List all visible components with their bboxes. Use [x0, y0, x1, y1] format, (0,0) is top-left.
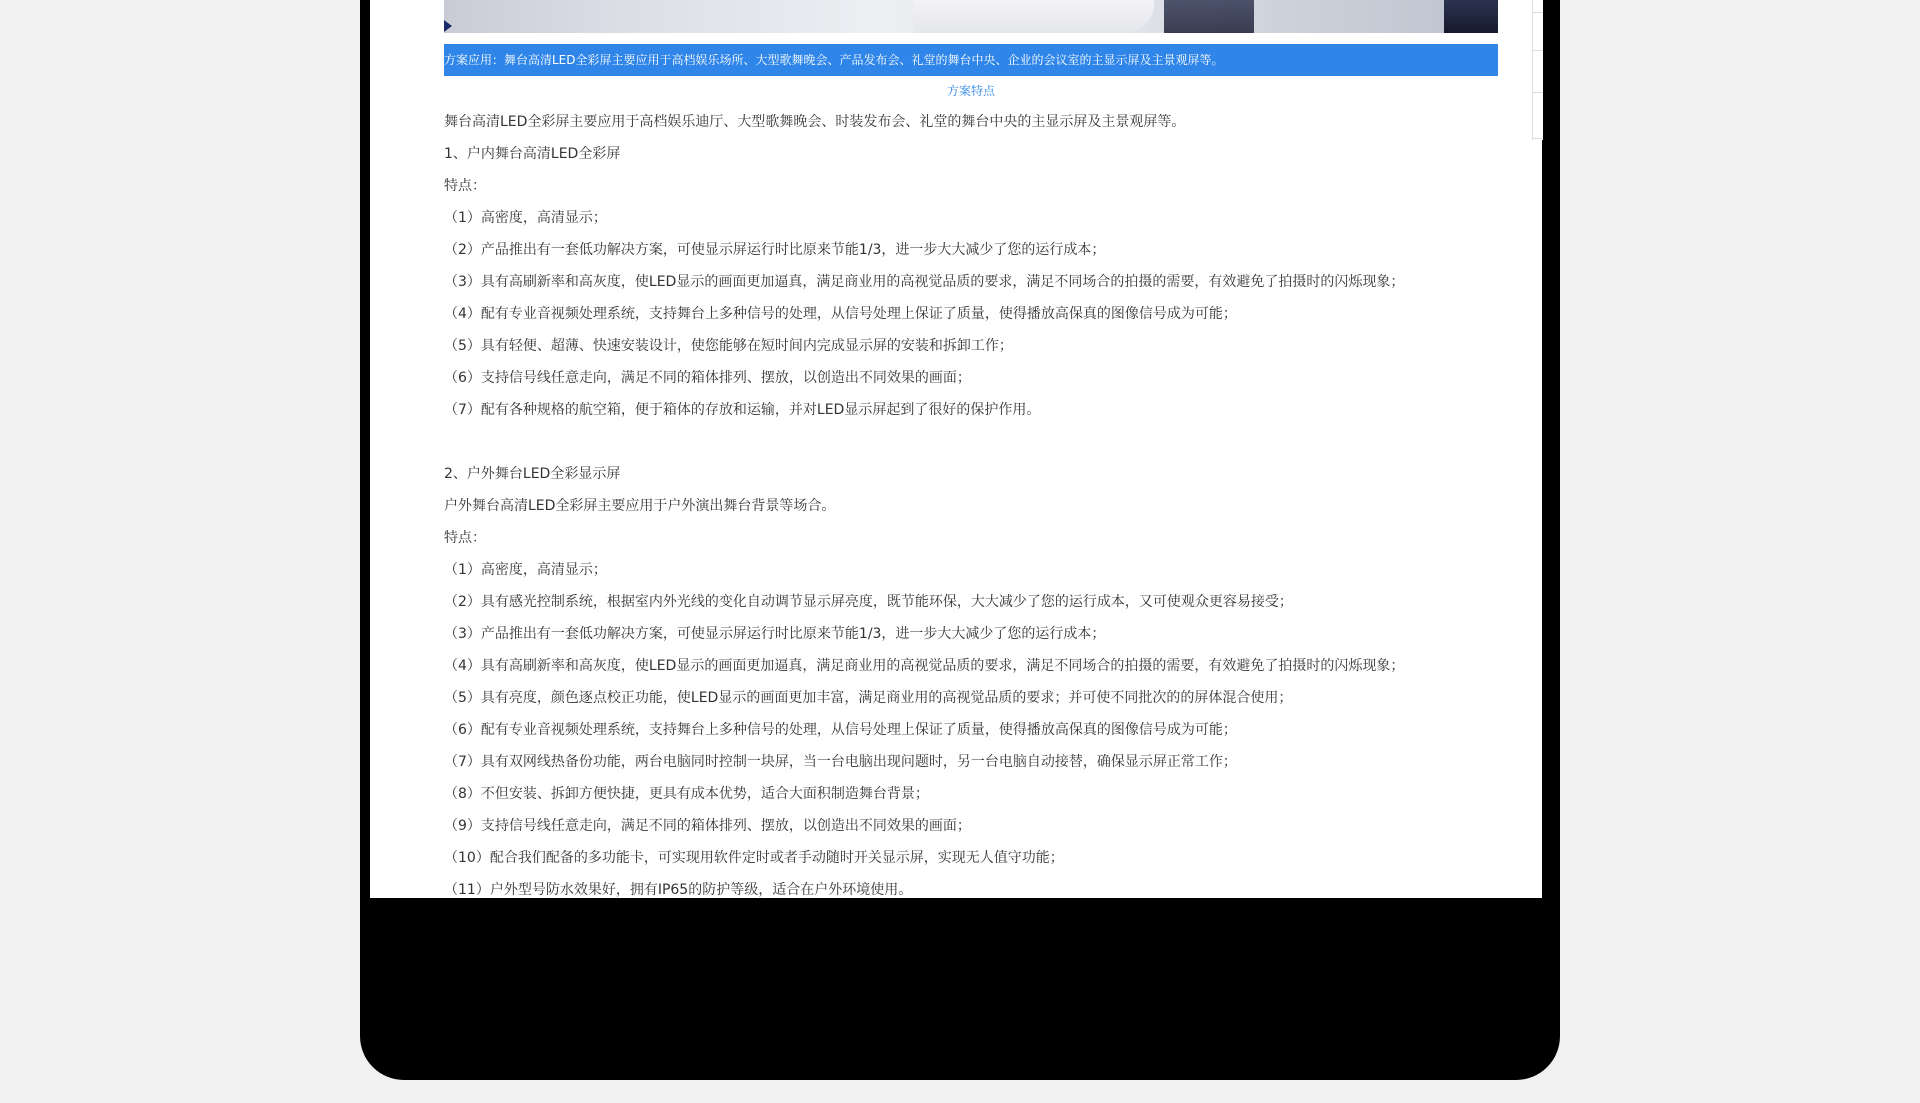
article-content [444, 0, 1498, 898]
side-toolbar-divider [1533, 12, 1543, 13]
outdoor-features-label: 特点： [444, 530, 486, 546]
hero-image [444, 0, 1498, 33]
outdoor-feature-item: （6）配有专业音视频处理系统，支持舞台上多种信号的处理，从信号处理上保证了质量，使得播放高保真的图像信号成为可能； [444, 722, 1237, 738]
indoor-feature-item: （7）配有各种规格的航空箱，便于箱体的存放和运输，并对LED显示屏起到了很好的保护作用。 [444, 402, 1041, 418]
screen [370, 0, 1542, 898]
hero-image-figure [1164, 0, 1254, 33]
outdoor-feature-item: （3）产品推出有一套低功解决方案，可使显示屏运行时比原来节能1/3，进一步大大减少了您的运行成本； [444, 626, 1106, 642]
outdoor-feature-item: （9）支持信号线任意走向，满足不同的箱体排列、摆放，以创造出不同效果的画面； [444, 818, 971, 834]
outdoor-feature-item: （5）具有亮度，颜色逐点校正功能，使LED显示的画面更加丰富，满足商业用的高视觉品质的要求；并可使不同批次的的屏体混合使用； [444, 690, 1293, 706]
indoor-feature-item: （5）具有轻便、超薄、快速安装设计，使您能够在短时间内完成显示屏的安装和拆卸工作； [444, 338, 1013, 354]
side-toolbar [1532, 0, 1543, 140]
application-banner: 方案应用：舞台高清LED全彩屏主要应用于高档娱乐场所、大型歌舞晚会、产品发布会、礼堂的舞台中央、企业的会议室的主显示屏及主景观屏等。 [444, 44, 1498, 76]
indoor-feature-item: （6）支持信号线任意走向，满足不同的箱体排列、摆放，以创造出不同效果的画面； [444, 370, 971, 386]
section-title: 方案特点 [946, 84, 995, 98]
indoor-feature-item: （2）产品推出有一套低功解决方案，可使显示屏运行时比原来节能1/3，进一步大大减少了您的运行成本； [444, 242, 1106, 258]
indoor-feature-item: （3）具有高刷新率和高灰度，使LED显示的画面更加逼真，满足商业用的高视觉品质的要求，满足不同场合的拍摄的需要，有效避免了拍摄时的闪烁现象； [444, 274, 1405, 290]
indoor-feature-item: （4）配有专业音视频处理系统，支持舞台上多种信号的处理，从信号处理上保证了质量，使得播放高保真的图像信号成为可能； [444, 306, 1237, 322]
outdoor-description: 户外舞台高清LED全彩屏主要应用于户外演出舞台背景等场合。 [444, 498, 836, 514]
side-toolbar-divider [1533, 50, 1543, 51]
outdoor-feature-item: （10）配合我们配备的多功能卡，可实现用软件定时或者手动随时开关显示屏，实现无人值守功能； [444, 850, 1064, 866]
play-icon[interactable] [444, 20, 452, 32]
intro-paragraph: 舞台高清LED全彩屏主要应用于高档娱乐迪厅、大型歌舞晚会、时装发布会、礼堂的舞台中央的主显示屏及主景观屏等。 [444, 114, 1186, 130]
hero-image-edge [1444, 0, 1498, 33]
hero-image-stage-light [914, 0, 1154, 33]
outdoor-feature-item: （8）不但安装、拆卸方便快捷，更具有成本优势，适合大面积制造舞台背景； [444, 786, 929, 802]
outdoor-feature-item: （1）高密度，高清显示； [444, 562, 607, 578]
outdoor-feature-item: （7）具有双网线热备份功能，两台电脑同时控制一块屏，当一台电脑出现问题时，另一台电脑自动接替，确保显示屏正常工作； [444, 754, 1237, 770]
indoor-feature-item: （1）高密度，高清显示； [444, 210, 607, 226]
outdoor-feature-item: （2）具有感光控制系统，根据室内外光线的变化自动调节显示屏亮度，既节能环保，大大减少了您的运行成本，又可使观众更容易接受； [444, 594, 1293, 610]
indoor-heading: 1、户内舞台高清LED全彩屏 [444, 146, 621, 162]
side-toolbar-divider [1533, 92, 1543, 93]
side-toolbar-divider [1533, 138, 1543, 139]
spacer [444, 426, 1498, 458]
outdoor-heading: 2、户外舞台LED全彩显示屏 [444, 466, 621, 482]
indoor-features-label: 特点： [444, 178, 486, 194]
outdoor-feature-item: （11）户外型号防水效果好，拥有IP65的防护等级，适合在户外环境使用。 [444, 882, 913, 898]
outdoor-feature-item: （4）具有高刷新率和高灰度，使LED显示的画面更加逼真，满足商业用的高视觉品质的要求，满足不同场合的拍摄的需要，有效避免了拍摄时的闪烁现象； [444, 658, 1405, 674]
